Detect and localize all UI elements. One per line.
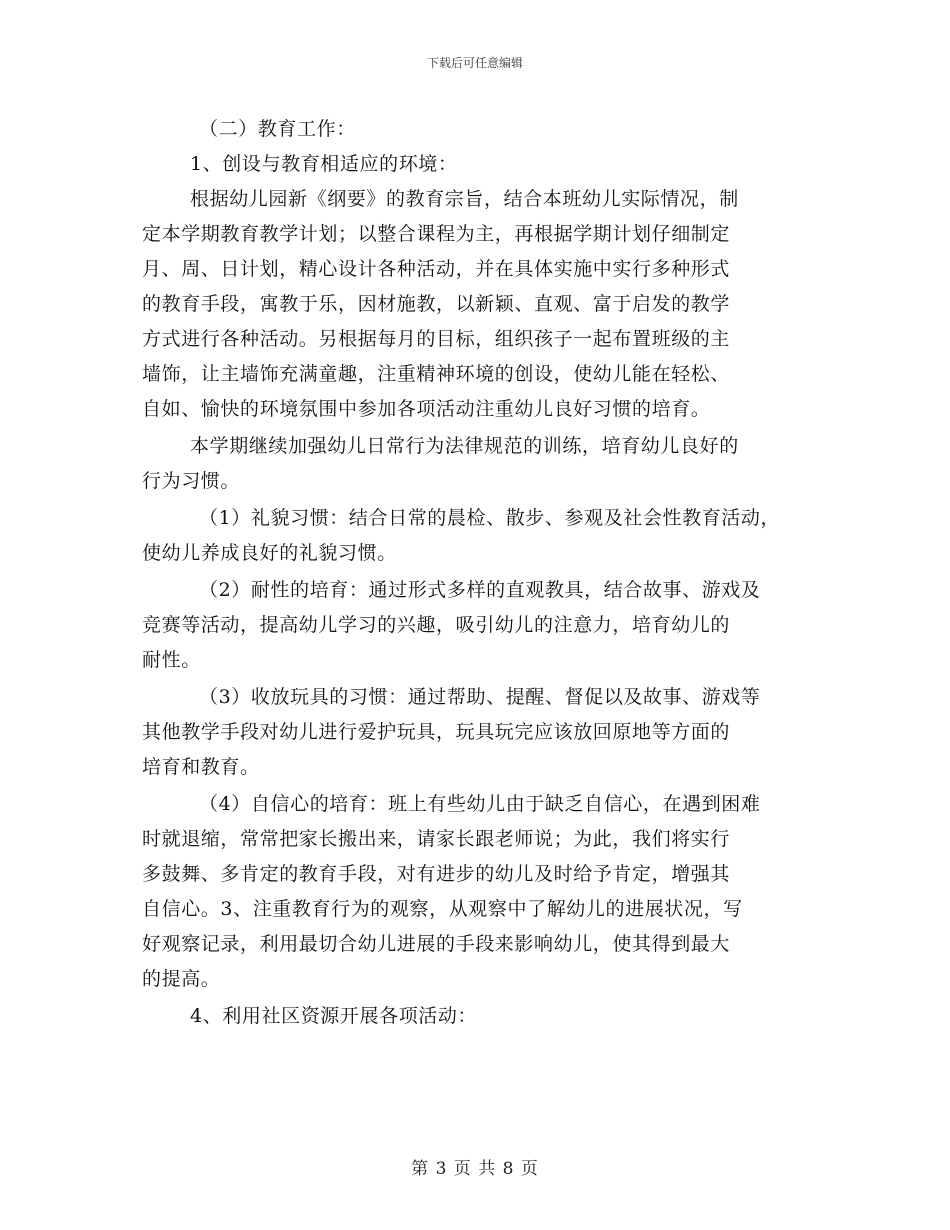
paragraph-line: 方式进行各种活动。另根据每月的目标，组织孩子一起布置班级的主	[142, 328, 731, 350]
list-item-line: 使幼儿养成良好的礼貌习惯。	[142, 542, 397, 564]
list-item-line: 好观察记录，利用最切合幼儿进展的手段来影响幼儿，使其得到最大	[142, 933, 731, 955]
list-item-line: （2）耐性的培育：通过形式多样的直观教具，结合故事、游戏及	[199, 579, 761, 601]
list-item-line: 竞赛等活动，提高幼儿学习的兴趣，吸引幼儿的注意力，培育幼儿的	[142, 614, 731, 636]
list-item-line: （4）自信心的培育：班上有些幼儿由于缺乏自信心，在遇到困难	[199, 793, 761, 815]
paragraph-line: 自如、愉快的环境氛围中参加各项活动注重幼儿良好习惯的培育。	[142, 398, 711, 420]
subsection-heading: 4、利用社区资源开展各项活动：	[190, 1005, 478, 1027]
list-item-line: 自信心。3、注重教育行为的观察，从观察中了解幼儿的进展状况，写	[142, 898, 743, 920]
paragraph-line: 月、周、日计划，精心设计各种活动，并在具体实施中实行多种形式	[142, 258, 731, 280]
page-number: 第 3 页 共 8 页	[411, 1159, 539, 1179]
paragraph-line: 的教育手段，寓教于乐，因材施教，以新颖、直观、富于启发的教学	[142, 293, 731, 315]
paragraph-line: 行为习惯。	[142, 470, 241, 492]
list-item-line: （1）礼貌习惯：结合日常的晨检、散步、参观及社会性教育活动，	[199, 507, 781, 529]
section-heading: （二）教育工作：	[199, 118, 356, 140]
list-item-line: （3）收放玩具的习惯：通过帮助、提醒、督促以及故事、游戏等	[199, 686, 761, 708]
list-item-line: 培育和教育。	[142, 756, 260, 778]
paragraph-line: 本学期继续加强幼儿日常行为法律规范的训练，培育幼儿良好的	[190, 435, 739, 457]
paragraph-line: 定本学期教育教学计划；以整合课程为主，再根据学期计划仔细制定	[142, 223, 731, 245]
subsection-heading: 1、创设与教育相适应的环境：	[190, 153, 458, 175]
list-item-line: 其他教学手段对幼儿进行爱护玩具，玩具玩完应该放回原地等方面的	[142, 721, 731, 743]
page-header: 下载后可任意编辑	[426, 56, 523, 70]
list-item-line: 多鼓舞、多肯定的教育手段，对有进步的幼儿及时给予肯定，增强其	[142, 863, 731, 885]
list-item-line: 时就退缩，常常把家长搬出来，请家长跟老师说；为此，我们将实行	[142, 828, 731, 850]
document-body	[142, 112, 817, 1034]
paragraph-line: 根据幼儿园新《纲要》的教育宗旨，结合本班幼儿实际情况，制	[190, 188, 739, 210]
paragraph-line: 墙饰，让主墙饰充满童趣，注重精神环境的创设，使幼儿能在轻松、	[142, 363, 731, 385]
list-item-line: 耐性。	[142, 649, 201, 671]
list-item-line: 的提高。	[142, 968, 221, 990]
